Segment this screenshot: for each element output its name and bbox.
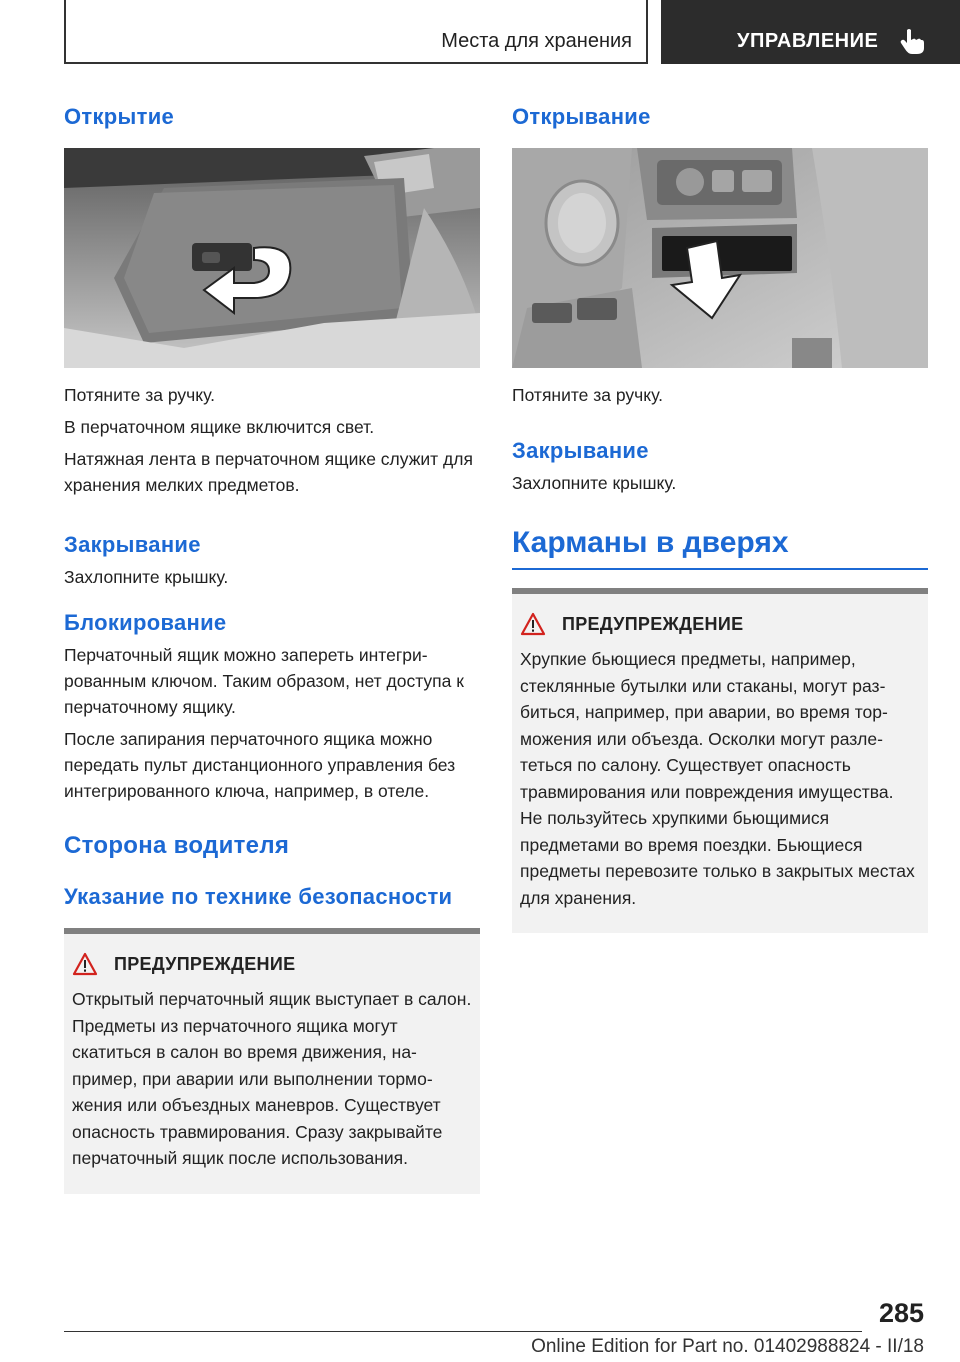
warning-triangle-icon <box>520 612 546 636</box>
paragraph: После запирания перчаточного ящика можно передать пульт дистанционного управления без интегрированного ключа, например, в отеле. <box>64 729 456 801</box>
warning-title: ПРЕДУПРЕЖДЕНИЕ <box>562 613 744 634</box>
section-title: Места для хранения <box>441 30 632 52</box>
heading-driver-side: Сторона водителя <box>64 832 290 859</box>
warning-header <box>520 612 920 636</box>
heading-close: Закрывание <box>64 532 201 557</box>
edition-text: Online Edition for Part no. 01402988824 - II/18 <box>531 1336 924 1357</box>
heading-opening: Открывание <box>512 104 651 129</box>
header-section-box <box>64 0 648 64</box>
heading-closing: Закрывание <box>512 438 649 463</box>
paragraph: Перчаточный ящик можно запереть интегрированным ключом. Таким образом, нет доступа к перчаточному ящику. <box>64 645 464 717</box>
warning-text: Хрупкие бьющиеся предметы, например, стеклянные бутылки или стаканы, могут разбиться, например, при аварии, во время торможения или объезда. Осколки могут разлететься по салону. Существует опасность травмирования или повреждения имущества. Не пользуйтесь хрупкими бьющимися предметами во время поездки. Бьющиеся предметы перевозите только в закрытых местах для хранения. <box>520 649 915 908</box>
warning-text: Открытый перчаточный ящик выступает в салон. Предметы из перчаточного ящика могут скатиться в салон во время движения, например, при аварии или выполнении торможения или объездных маневров. Существует опасность травмирования. Сразу закрывайте перчаточный ящик после использования. <box>72 989 472 1168</box>
warning-title: ПРЕДУПРЕЖДЕНИЕ <box>114 953 296 974</box>
section-door-pockets <box>512 526 928 570</box>
heading-open: Открытие <box>64 104 175 129</box>
heading-safety: Указание по технике безопасности <box>64 884 453 909</box>
glovebox-open-illustration <box>64 148 480 368</box>
paragraph: Захлопните крышку. <box>512 473 677 493</box>
warning-header <box>72 952 472 976</box>
heading-door-pockets: Карманы в дверях <box>512 526 789 559</box>
paragraph: В перчаточном ящике включится свет. <box>64 417 375 437</box>
chapter-label: УПРАВЛЕНИЕ <box>737 30 879 52</box>
paragraph: Захлопните крышку. <box>64 567 229 587</box>
paragraph: Натяжная лента в перчаточном ящике служит для хранения мелких предметов. <box>64 449 473 495</box>
warning-triangle-icon <box>72 952 98 976</box>
driver-compartment-illustration <box>512 148 928 368</box>
left-column <box>64 100 480 1194</box>
warning-box <box>64 928 480 1194</box>
page-number: 285 <box>878 1298 924 1328</box>
hand-pointer-icon <box>897 26 927 56</box>
footer-divider <box>64 1331 862 1332</box>
chapter-tab <box>661 0 960 64</box>
warning-box <box>512 588 928 933</box>
paragraph: Потяните за ручку. <box>512 385 664 405</box>
heading-lock: Блокирование <box>64 610 227 635</box>
paragraph: Потяните за ручку. <box>64 385 216 405</box>
right-column <box>512 100 928 933</box>
